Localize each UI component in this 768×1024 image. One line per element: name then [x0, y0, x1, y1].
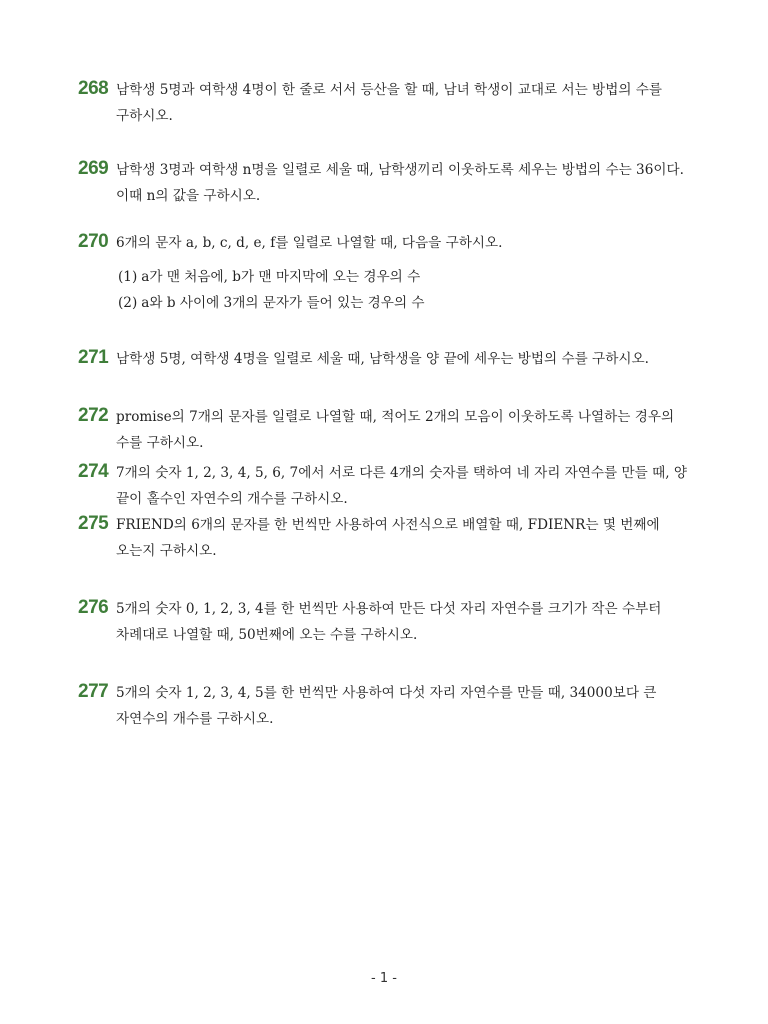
problem-276: [78, 596, 698, 648]
problem-text: 남학생 3명과 여학생 n명을 일렬로 세울 때, 남학생끼리 이웃하도록 세우는 방법의 수는 36이다. 이때 n의 값을 구하시오.: [116, 162, 684, 204]
problem-text: 5개의 숫자 0, 1, 2, 3, 4를 한 번씩만 사용하여 만든 다섯 자리 자연수를 크기가 작은 수부터 차례대로 나열할 때, 50번째에 오는 수를 구하시오.: [116, 601, 662, 643]
problem-269: [78, 157, 698, 209]
problem-number: 276: [78, 597, 109, 618]
problem-274: [78, 460, 698, 512]
problem-text: promise의 7개의 문자를 일렬로 나열할 때, 적어도 2개의 모음이 이웃하도록 나열하는 경우의 수를 구하시오.: [116, 409, 675, 451]
problem-number: 269: [78, 158, 109, 179]
subitem-list: [78, 264, 698, 316]
problem-number: 274: [78, 461, 109, 482]
subitem-label: (2): [118, 295, 138, 311]
problem-text: 남학생 5명, 여학생 4명을 일렬로 세울 때, 남학생을 양 끝에 세우는 방법의 수를 구하시오.: [116, 351, 649, 367]
subitem-label: (1): [118, 269, 138, 285]
problem-277: [78, 680, 698, 732]
problem-number: 268: [78, 78, 109, 99]
problem-number: 270: [78, 231, 109, 252]
problem-text: FRIEND의 6개의 문자를 한 번씩만 사용하여 사전식으로 배열할 때, FDIENR는 몇 번째에 오는지 구하시오.: [116, 517, 660, 559]
problem-text: 남학생 5명과 여학생 4명이 한 줄로 서서 등산을 할 때, 남녀 학생이 교대로 서는 방법의 수를 구하시오.: [116, 82, 663, 124]
problem-275: [78, 512, 698, 564]
problem-number: 271: [78, 347, 109, 368]
subitem: [118, 290, 698, 316]
problem-272: [78, 404, 698, 456]
subitem-text: a가 맨 처음에, b가 맨 마지막에 오는 경우의 수: [141, 269, 421, 285]
problem-271: [78, 346, 698, 372]
problem-270: [78, 230, 698, 316]
problem-text: 7개의 숫자 1, 2, 3, 4, 5, 6, 7에서 서로 다른 4개의 숫자를 택하여 네 자리 자연수를 만들 때, 양 끝이 홀수인 자연수의 개수를 구하시오.: [116, 465, 687, 507]
problem-number: 275: [78, 513, 109, 534]
problem-number: 272: [78, 405, 109, 426]
problem-number: 277: [78, 681, 109, 702]
subitem-text: a와 b 사이에 3개의 문자가 들어 있는 경우의 수: [141, 295, 425, 311]
page-number: - 1 -: [371, 971, 397, 986]
problem-text: 5개의 숫자 1, 2, 3, 4, 5를 한 번씩만 사용하여 다섯 자리 자연수를 만들 때, 34000보다 큰 자연수의 개수를 구하시오.: [116, 685, 657, 727]
subitem: [118, 264, 698, 290]
problem-text: 6개의 문자 a, b, c, d, e, f를 일렬로 나열할 때, 다음을 구하시오.: [116, 235, 503, 251]
problem-268: [78, 77, 698, 129]
